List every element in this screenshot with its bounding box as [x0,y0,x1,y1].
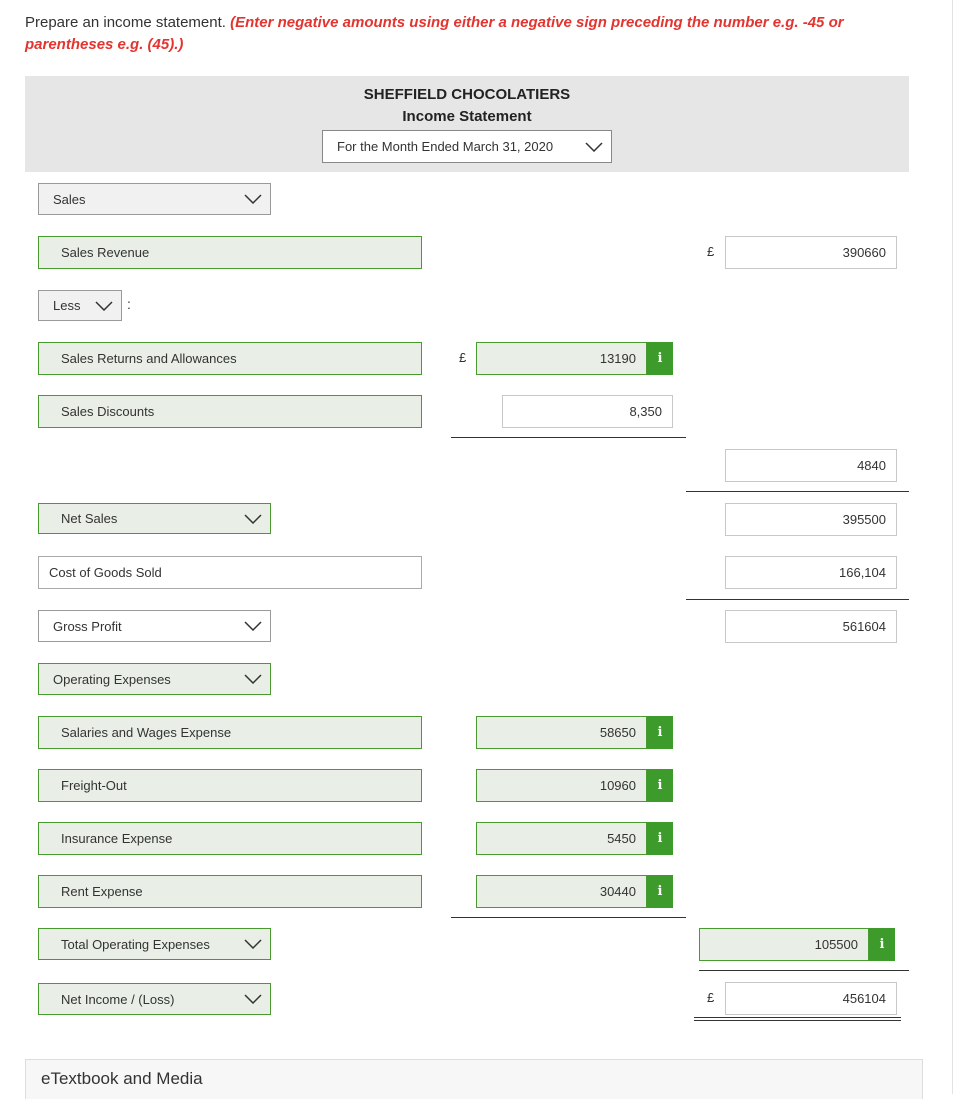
freight-value: 10960 [599,778,636,793]
info-icon[interactable]: i [647,822,673,855]
subtotal-underline [451,437,686,438]
gross-profit-select[interactable] [38,610,271,642]
instructions-note: (Enter negative amounts using either a negative sign preceding the number e.g. -45 or parentheses e.g. (45).) [25,14,844,53]
salaries-label: Salaries and Wages Expense [61,725,232,740]
net-income-amount[interactable] [725,982,897,1015]
net-income-value: 456104 [842,991,886,1006]
gross-profit-amount[interactable] [725,610,897,643]
rent-field[interactable] [38,875,422,908]
instructions [25,12,905,56]
rent-amount[interactable] [476,875,647,908]
sales-select-label: Sales [53,191,86,207]
double-underline-bottom [694,1020,901,1021]
freight-field[interactable] [38,769,422,802]
net-sales-value: 395500 [842,512,886,527]
less-select[interactable] [38,290,122,321]
subtotal-underline [686,491,909,492]
chevron-down-icon [244,621,262,631]
sales-returns-field[interactable] [38,342,422,375]
cogs-field[interactable] [38,556,422,589]
pound-sign: £ [459,350,467,365]
net-sales-select[interactable] [38,503,271,534]
sales-revenue-field[interactable] [38,236,422,269]
total-operating-expenses-value: 105500 [814,937,858,952]
chevron-down-icon [244,674,262,684]
instructions-main: Prepare an income statement. [25,14,231,31]
sales-discounts-field[interactable] [38,395,422,428]
info-icon[interactable]: i [869,928,895,961]
insurance-label: Insurance Expense [61,831,173,846]
etextbook-media-label: eTextbook and Media [41,1069,203,1088]
insurance-amount[interactable] [476,822,647,855]
salaries-value: 58650 [599,725,636,740]
pound-sign: £ [707,244,715,259]
cogs-label: Cost of Goods Sold [49,565,162,580]
statement-title: Income Statement [402,108,532,125]
cogs-amount[interactable] [725,556,897,589]
subtotal-underline [699,970,909,971]
rent-label: Rent Expense [61,884,143,899]
salaries-field[interactable] [38,716,422,749]
company-name: SHEFFIELD CHOCOLATIERS [363,86,571,103]
gross-profit-value: 561604 [842,619,886,634]
freight-amount[interactable] [476,769,647,802]
sales-revenue-label: Sales Revenue [61,245,150,260]
insurance-value: 5450 [607,831,636,846]
net-sales-amount[interactable] [725,503,897,536]
total-operating-expenses-amount[interactable] [699,928,869,961]
salaries-amount[interactable] [476,716,647,749]
sales-returns-amount[interactable] [476,342,647,375]
page-right-border [952,0,953,1094]
sales-returns-label: Sales Returns and Allowances [61,351,237,366]
cogs-value: 166,104 [839,565,886,580]
sales-discounts-amount[interactable] [502,395,673,428]
subtotal-underline [686,599,909,600]
total-operating-expenses-select-label: Total Operating Expenses [61,936,210,952]
contra-total-amount[interactable] [725,449,897,482]
gross-profit-select-label: Gross Profit [53,618,122,634]
insurance-field[interactable] [38,822,422,855]
net-income-select[interactable] [38,983,271,1015]
less-select-label: Less [53,298,81,313]
operating-expenses-select-label: Operating Expenses [53,671,171,687]
sales-revenue-value: 390660 [842,245,886,260]
subtotal-underline [451,917,686,918]
info-icon[interactable]: i [647,342,673,375]
chevron-down-icon [244,194,262,204]
net-sales-select-label: Net Sales [61,511,118,526]
chevron-down-icon [95,301,113,311]
sales-discounts-value: 8,350 [629,404,662,419]
info-icon[interactable]: i [647,716,673,749]
etextbook-media-panel[interactable] [25,1059,923,1099]
operating-expenses-select[interactable] [38,663,271,695]
contra-total-value: 4840 [857,458,886,473]
period-select[interactable] [322,130,612,163]
total-operating-expenses-select[interactable] [38,928,271,960]
period-label: For the Month Ended March 31, 2020 [337,139,554,154]
sales-returns-value: 13190 [599,351,636,366]
sales-revenue-amount[interactable] [725,236,897,269]
chevron-down-icon [244,514,262,524]
net-income-select-label: Net Income / (Loss) [61,991,175,1007]
freight-label: Freight-Out [61,778,127,793]
double-underline-top [694,1017,901,1018]
colon-text: : [127,296,131,312]
info-icon[interactable]: i [647,769,673,802]
chevron-down-icon [244,994,262,1004]
pound-sign: £ [707,990,715,1005]
chevron-down-icon [244,939,262,949]
info-icon[interactable]: i [647,875,673,908]
chevron-down-icon [585,142,603,152]
sales-select[interactable] [38,183,271,215]
sales-discounts-label: Sales Discounts [61,404,155,419]
rent-value: 30440 [599,884,636,899]
